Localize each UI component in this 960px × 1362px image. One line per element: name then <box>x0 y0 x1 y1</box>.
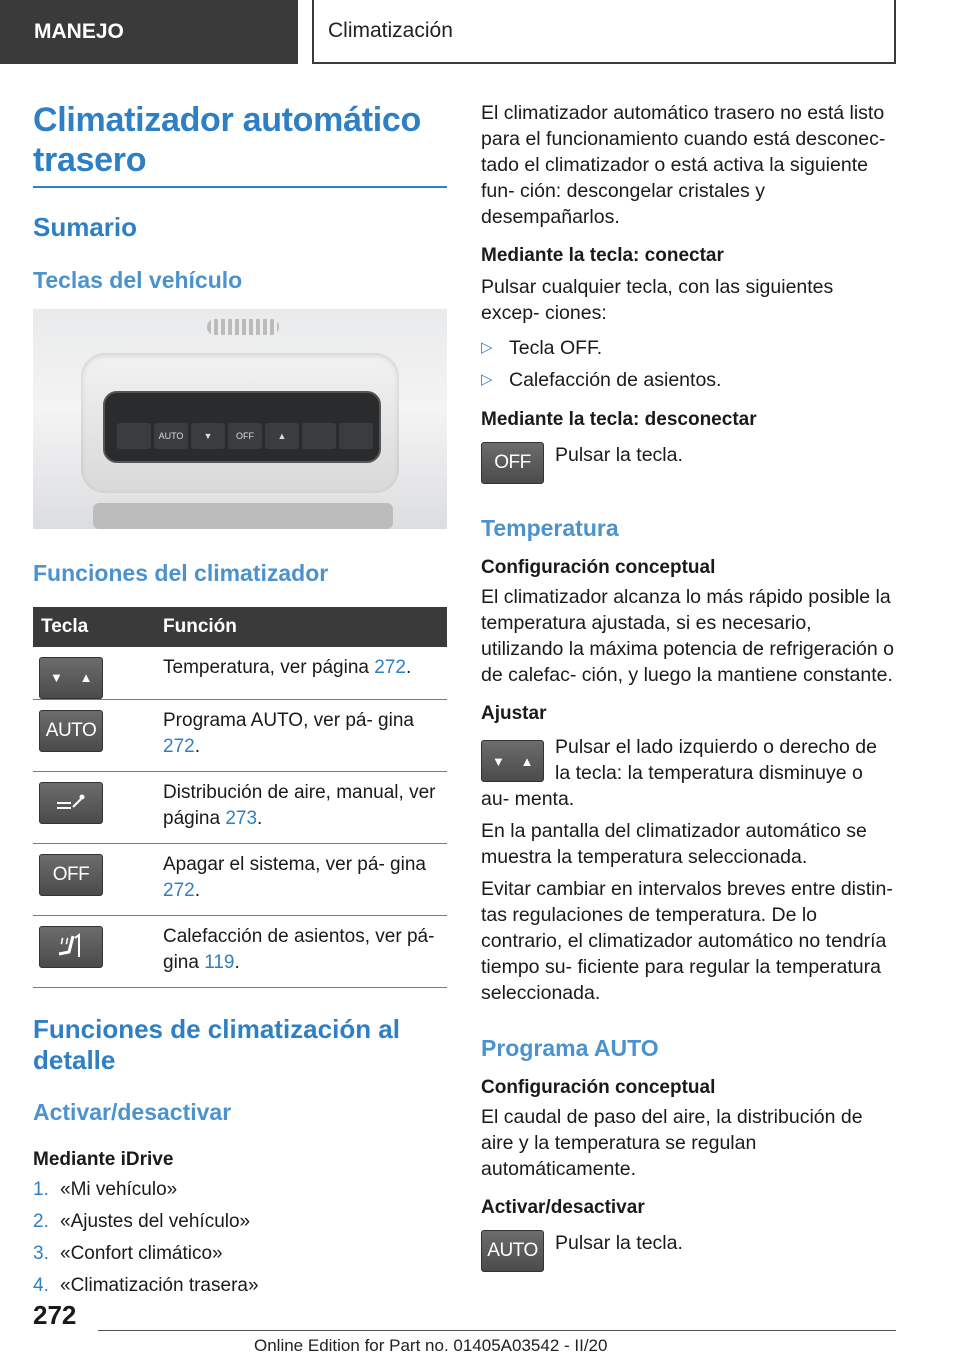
evitar-paragraph: Evitar cambiar en intervalos breves entre distin‐ tas regulaciones de temperatura. De lo contrario, el climatizador automático no tendría tiempo su‐ ficiente para regular la temperatura seleccionada. <box>481 878 893 1004</box>
arrow-bullet-icon: ▷ <box>481 371 493 388</box>
heading-temperatura: Temperatura <box>481 515 619 541</box>
table-row <box>33 700 447 772</box>
pantalla-paragraph: En la pantalla del climatizador automático se muestra la temperatura seleccionada. <box>481 820 867 868</box>
pulsar-text: Pulsar la tecla. <box>555 1232 683 1254</box>
page-number: 272 <box>33 1300 77 1330</box>
conectar-paragraph: Pulsar cualquier tecla, con las siguientes excep‐ ciones: <box>481 276 834 324</box>
page-link[interactable]: 272 <box>163 880 195 901</box>
photo-panel-button: ▲ <box>265 423 299 449</box>
footer-edition: Online Edition for Part no. 01405A03542 - II/20 <box>254 1336 608 1355</box>
heading-teclas: Teclas del vehículo <box>33 267 243 293</box>
photo-panel-button <box>302 423 336 449</box>
left-column <box>33 100 447 1302</box>
photo-button-row <box>117 423 373 449</box>
list-item: 4. «Climatización trasera» <box>33 1275 259 1296</box>
photo-panel-button: OFF <box>228 423 262 449</box>
config-auto-paragraph: El caudal de paso del aire, la distribución de aire y la temperatura se regulan automáticamente. <box>481 1106 863 1180</box>
exceptions-list <box>481 332 896 396</box>
off-key-icon: OFF <box>39 854 103 896</box>
page-link[interactable]: 119 <box>204 952 235 973</box>
ajustar-block <box>481 734 896 812</box>
heading-detalle: Funciones de climatización al detalle <box>33 1014 400 1075</box>
right-column <box>481 100 896 1272</box>
vehicle-controls-photo <box>33 309 447 529</box>
table-row <box>33 844 447 916</box>
config-temperatura-paragraph: El climatizador alcanza lo más rápido posible la temperatura ajustada, si es necesario, utilizando la máxima potencia de refrigeración o de calefac‐ ción, y luego la mantiene constante. <box>481 586 894 686</box>
chapter-title: Climatización <box>312 0 896 64</box>
table-row <box>33 647 447 700</box>
heading-config-auto: Configuración conceptual <box>481 1077 716 1098</box>
page-link[interactable]: 272 <box>163 736 195 757</box>
page-link[interactable]: 273 <box>225 808 258 829</box>
table-row <box>33 916 447 988</box>
heading-funciones: Funciones del climatizador <box>33 560 329 586</box>
row-text: Apagar el sistema, ver pá‐ gina 272. <box>160 844 447 916</box>
functions-table <box>33 607 447 988</box>
auto-key-icon: AUTO <box>39 710 103 752</box>
heading-idrive: Mediante iDrive <box>33 1149 174 1170</box>
air-distribution-key-icon <box>39 782 103 824</box>
heading-activar-auto: Activar/desactivar <box>481 1197 645 1218</box>
heading-activar: Activar/desactivar <box>33 1099 232 1125</box>
page-link[interactable]: 272 <box>374 657 406 678</box>
auto-keyline <box>481 1230 896 1272</box>
table-header-tecla: Tecla <box>33 607 160 647</box>
heading-config-temperatura: Configuración conceptual <box>481 557 716 578</box>
temperature-key-icon: ▼ ▲ <box>39 657 103 699</box>
console-lower <box>93 503 393 529</box>
off-key-icon: OFF <box>481 442 544 484</box>
row-text: Calefacción de asientos, ver pá‐ gina 119. <box>160 916 447 988</box>
heading-sumario: Sumario <box>33 212 138 242</box>
row-text: Temperatura, ver página 272. <box>160 647 447 700</box>
air-vent <box>207 319 279 335</box>
title-rule <box>33 186 447 188</box>
photo-panel-button: ▼ <box>191 423 225 449</box>
seat-heating-key-icon <box>39 926 103 968</box>
page-title: Climatizador automático trasero <box>33 101 421 179</box>
row-text: Distribución de aire, manual, ver página 273. <box>160 772 447 844</box>
photo-panel-button: AUTO <box>154 423 188 449</box>
heading-programa-auto: Programa AUTO <box>481 1035 659 1061</box>
list-item: ▷ Calefacción de asientos. <box>481 364 896 396</box>
section-tab: MANEJO <box>0 0 298 64</box>
heading-desconectar: Mediante la tecla: desconectar <box>481 409 757 430</box>
photo-panel-button <box>339 423 373 449</box>
ajustar-paragraph: Pulsar el lado izquierdo o derecho de la tecla: la temperatura disminuye o au‐ menta. <box>481 736 877 810</box>
pulsar-text: Pulsar la tecla. <box>555 444 683 466</box>
arrow-bullet-icon: ▷ <box>481 339 493 356</box>
intro-paragraph: El climatizador automático trasero no está listo para el funcionamiento cuando está desconec‐ tado el climatizador o está activa la siguiente fun‐ ción: descongelar cristales y desempañarlos. <box>481 102 886 228</box>
footer-rule <box>98 1330 896 1331</box>
heading-conectar: Mediante la tecla: conectar <box>481 245 724 266</box>
heading-ajustar: Ajustar <box>481 703 547 724</box>
row-text: Programa AUTO, ver pá‐ gina 272. <box>160 700 447 772</box>
off-keyline <box>481 442 896 484</box>
table-header-funcion: Función <box>160 607 447 647</box>
temperature-key-icon: ▼ ▲ <box>481 740 544 782</box>
list-item: 1. «Mi vehículo» <box>33 1179 178 1200</box>
photo-panel-button <box>117 423 151 449</box>
list-item: 3. «Confort climático» <box>33 1243 223 1264</box>
list-item: ▷ Tecla OFF. <box>481 332 896 364</box>
control-panel <box>103 391 381 463</box>
auto-key-icon: AUTO <box>481 1230 544 1272</box>
list-item: 2. «Ajustes del vehículo» <box>33 1211 251 1232</box>
idrive-steps <box>33 1174 447 1302</box>
table-row <box>33 772 447 844</box>
